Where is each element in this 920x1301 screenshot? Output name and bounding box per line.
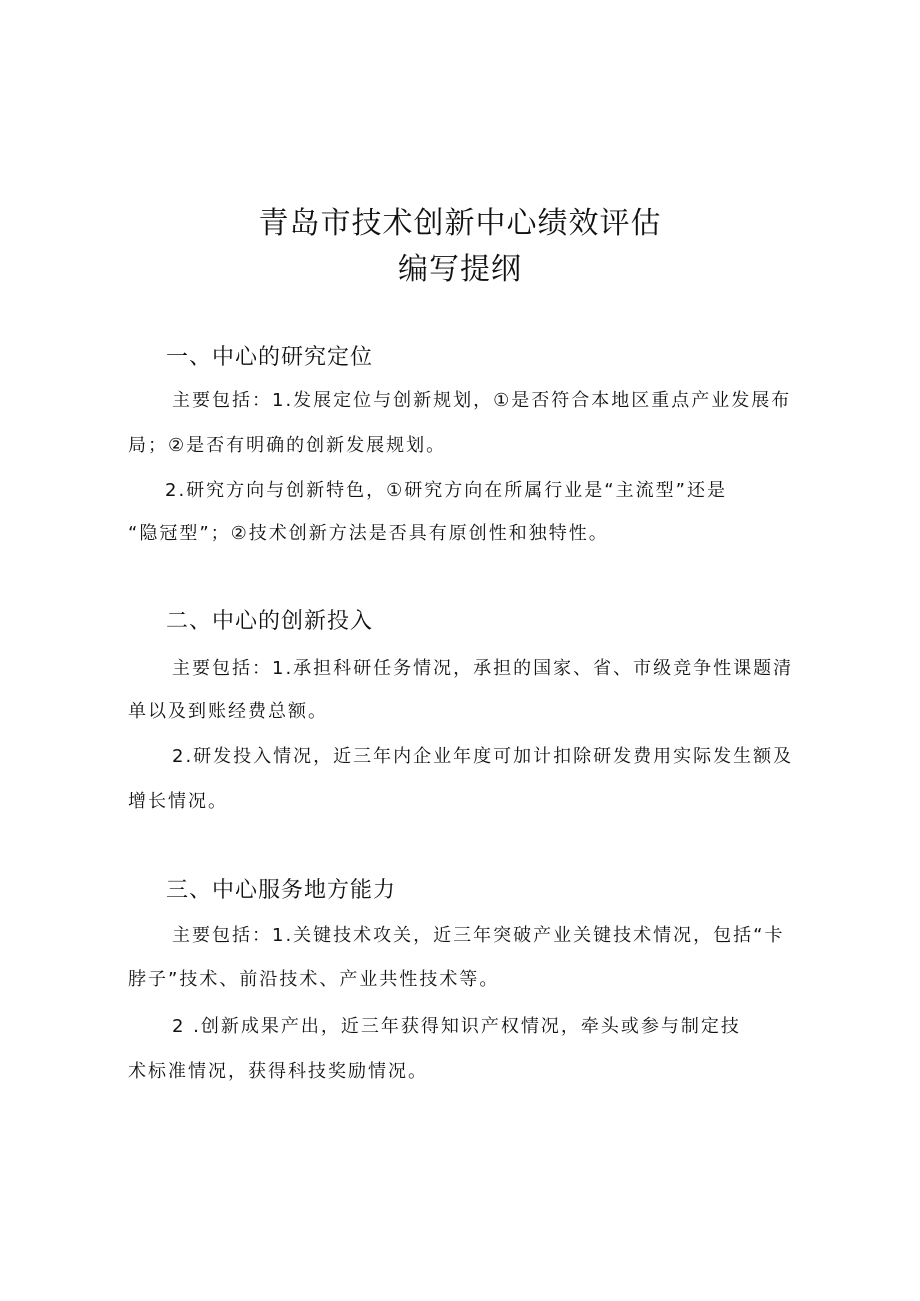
document-subtitle: 编写提纲	[398, 252, 522, 287]
section-3-line-2: 脖子”技术、前沿技术、产业共性技术等。	[128, 969, 500, 990]
section-2-line-2: 单以及到账经费总额。	[128, 701, 328, 722]
section-1-line-4: “隐冠型”；②技术创新方法是否具有原创性和独特性。	[128, 523, 609, 544]
section-3-line-4: 术标准情况，获得科技奖励情况。	[128, 1061, 428, 1082]
section-2-line-1: 主要包括：1.承担科研任务情况，承担的国家、省、市级竞争性课题清	[172, 658, 794, 679]
section-heading-2: 二、中心的创新投入	[166, 609, 374, 634]
section-2-line-3: 2.研发投入情况，近三年内企业年度可加计扣除研发费用实际发生额及	[172, 746, 794, 767]
section-3-line-3: 2 .创新成果产出，近三年获得知识产权情况，牵头或参与制定技	[172, 1016, 741, 1037]
section-1-line-1: 主要包括：1.发展定位与创新规划，①是否符合本地区重点产业发展布	[172, 390, 792, 411]
section-3-line-1: 主要包括：1.关键技术攻关，近三年突破产业关键技术情况，包括“卡	[172, 925, 785, 946]
section-heading-1: 一、中心的研究定位	[166, 345, 374, 370]
section-1-line-3: 2.研究方向与创新特色，①研究方向在所属行业是“主流型”还是	[165, 480, 727, 501]
section-1-line-2: 局；②是否有明确的创新发展规划。	[128, 435, 447, 456]
document-title: 青岛市技术创新中心绩效评估	[258, 206, 662, 241]
section-heading-3: 三、中心服务地方能力	[166, 878, 397, 903]
section-2-line-4: 增长情况。	[128, 791, 228, 812]
